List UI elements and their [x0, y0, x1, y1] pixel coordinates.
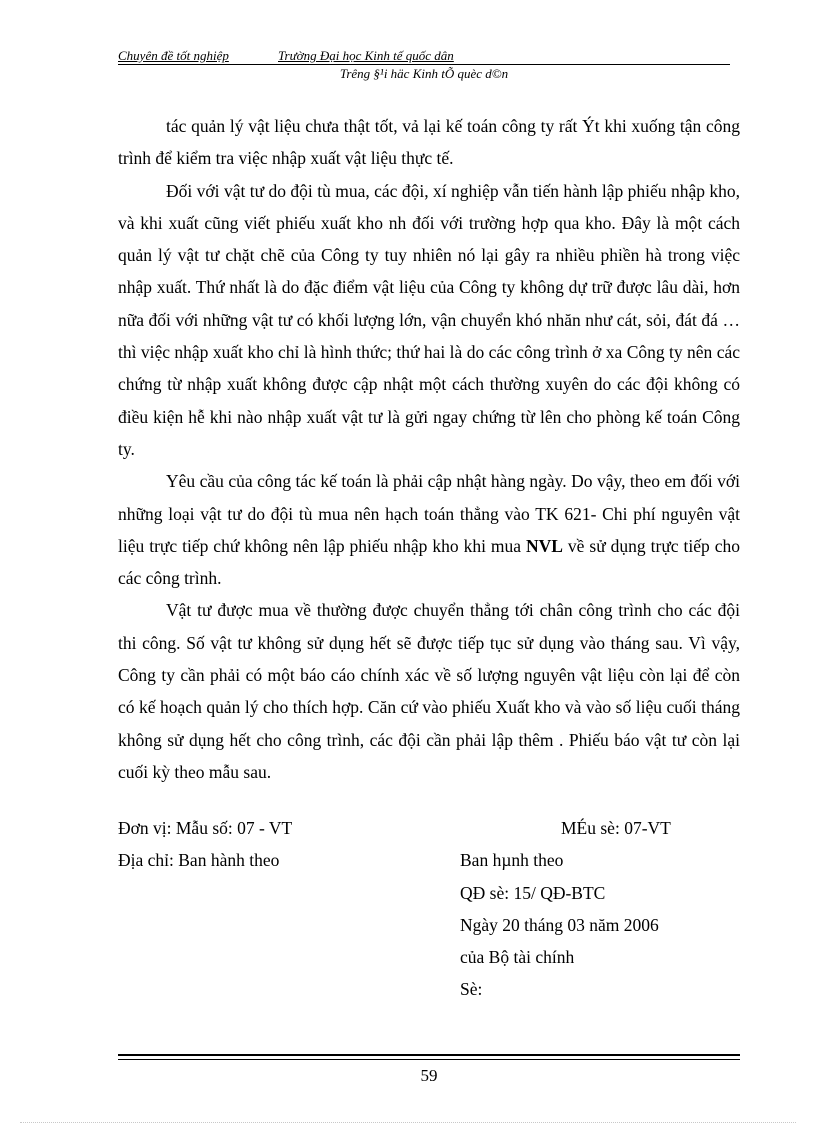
page-header: [118, 48, 730, 81]
body-text: [118, 110, 740, 788]
form-template-number: MÉu sè: 07-VT: [561, 818, 671, 838]
header-garbled-line: [118, 66, 730, 81]
paragraph-continuation: tác quản lý vật liệu chưa thật tốt, vả lại kế toán công ty rất Ýt khi xuống tận công trình để kiểm tra việc nhập xuất vật liệu thực tế.: [118, 116, 740, 169]
form-unit-label: Đơn vị: Mẫu số: 07 - VT: [118, 818, 293, 838]
header-university: Trường Đại học Kinh tế quốc dân: [278, 48, 454, 63]
form-row: [118, 812, 740, 844]
paragraph: Đối với vật tư do đội tù mua, các đội, xí nghiệp vẫn tiến hành lập phiếu nhập kho, và khi xuất cũng viết phiếu xuất kho nh đối với trường hợp qua kho. Đây là một cách quản lý vật tư chặt chẽ của Công ty tuy nhiên nó lại gây ra nhiều phiền hà trong việc nhập xuất. Thứ nhất là do đặc điểm vật liệu của Công ty không dự trữ được lâu dài, hơn nữa đối với những vật tư có khối lượng lớn, vận chuyển khó nhăn như cát, sỏi, đát đá … thì việc nhập xuất kho chỉ là hình thức; thứ hai là do các công trình ở xa Công ty nên các chứng từ nhập xuất không được cập nhật một cách thường xuyên do các đội không có điều kiện hễ khi nào nhập xuất vật tư là gửi ngay chứng từ lên cho phòng kế toán Công ty.: [118, 180, 740, 459]
footer-rule: [118, 1059, 740, 1060]
form-address-label: Địa chỉ: Ban hành theo: [118, 850, 280, 871]
header-thesis-title: Chuyên đề tốt nghiệp: [118, 48, 229, 63]
form-row: [118, 844, 740, 876]
form-number-label: Sè:: [460, 979, 483, 1000]
form-row: [118, 941, 740, 973]
form-row: [118, 973, 740, 1005]
form-decision-number: QĐ sè: 15/ QĐ-BTC: [460, 882, 606, 903]
bold-term: NVL: [526, 535, 563, 556]
form-issued-by: Ban hµnh theo: [460, 850, 564, 871]
form-row: [118, 909, 740, 941]
page-number: 59: [420, 1066, 438, 1085]
header-top-line: [118, 48, 730, 65]
form-issue-date: Ngày 20 tháng 03 năm 2006: [460, 914, 659, 935]
paragraph: Vật tư được mua về thường được chuyển thẳng tới chân công trình cho các đội thi công. Số vật tư không sử dụng hết sẽ được tiếp tục sử dụng vào tháng sau. Vì vậy, Công ty cần phải có một báo cáo chính xác về số lượng nguyên vật liệu còn lại để còn có kế hoạch quản lý cho thích hợp. Căn cứ vào phiếu Xuất kho và vào số liệu cuối tháng không sử dụng hết cho công trình, các đội cần phải lập thêm . Phiếu báo vật tư còn lại cuối kỳ theo mẫu sau.: [118, 600, 740, 782]
form-row: [118, 877, 740, 909]
footer-rule: [118, 1054, 740, 1056]
paragraph: Yêu cầu của công tác kế toán là phải cập nhật hàng ngày. Do vậy, theo em đối với những loại vật tư do đội tù mua nên hạch toán thẳng vào TK 621- Chi phí nguyên vật liệu trực tiếp chứ không nên lập phiếu nhập kho khi mua NVL về sử dụng trực tiếp cho các công trình.: [118, 471, 741, 589]
form-ministry: của Bộ tài chính: [460, 947, 575, 968]
header-university-garbled: Trêng §¹i häc Kinh tÕ quèc d©n: [339, 66, 509, 81]
form-header-block: [118, 812, 740, 1006]
